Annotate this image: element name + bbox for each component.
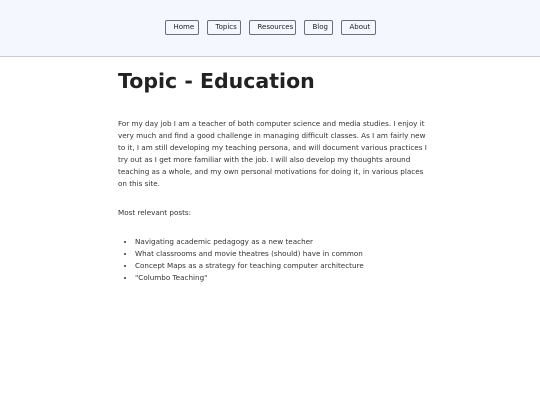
nav-about-button[interactable]: About: [341, 20, 376, 35]
page-title: Topic - Education: [118, 69, 315, 93]
post-link-item[interactable]: • What classrooms and movie theatres (should) have in common: [135, 248, 428, 260]
nav-topics-button[interactable]: Topics: [207, 20, 241, 35]
site-header: [0, 0, 540, 57]
posts-heading: Most relevant posts:: [118, 208, 192, 217]
main-content: [118, 68, 428, 284]
posts-list: [118, 236, 428, 284]
main-nav: [0, 20, 540, 35]
post-link-item[interactable]: • Concept Maps as a strategy for teaching computer architecture: [135, 260, 428, 272]
nav-blog-button[interactable]: Blog: [304, 20, 333, 35]
nav-home-button[interactable]: Home: [165, 20, 199, 35]
nav-resources-button[interactable]: Resources: [249, 20, 296, 35]
post-link-item[interactable]: • Navigating academic pedagogy as a new teacher: [135, 236, 428, 248]
post-link-item[interactable]: • "Columbo Teaching": [135, 272, 428, 284]
intro-paragraph: For my day job I am a teacher of both computer science and media studies. I enjoy it very much and find a good challenge in managing difficult classes. As I am fairly new to it, I am still developing my teaching persona, and will document various practices I try out as I get more familiar with the job. I will also develop my thoughts around teaching as a whole, and my own personal motivations for doing it, in various places on this site.: [118, 119, 427, 188]
